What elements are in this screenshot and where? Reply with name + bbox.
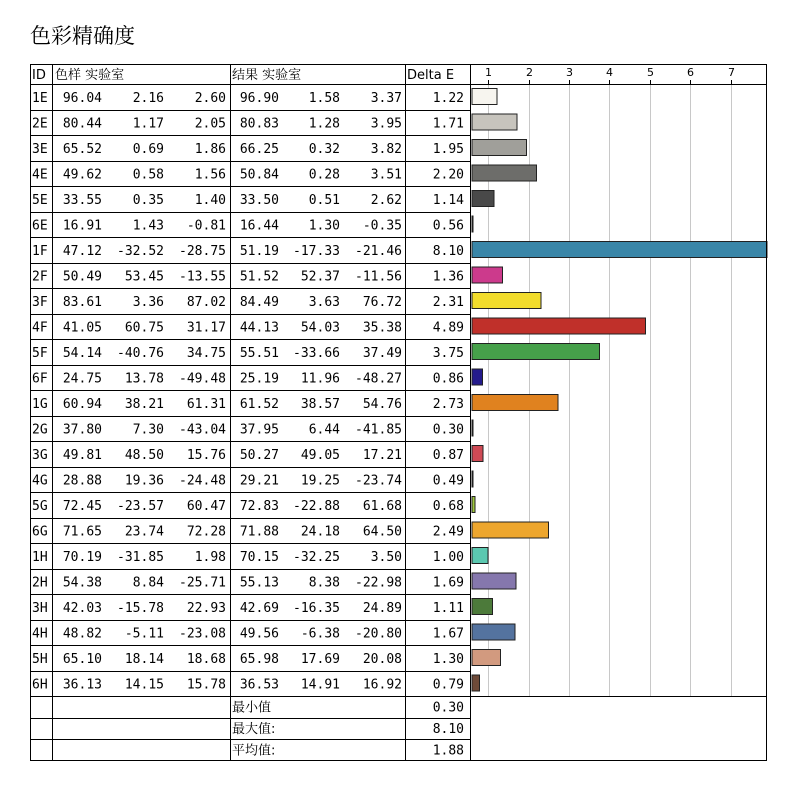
x-tick-label: 6 bbox=[687, 66, 694, 79]
row-id: 5E bbox=[32, 193, 48, 208]
row-id: 3H bbox=[32, 601, 48, 616]
delta-e-value: 0.87 bbox=[432, 448, 464, 463]
result-value: 17.69 bbox=[300, 652, 340, 667]
bar-4h bbox=[472, 624, 515, 640]
sample-value: 38.21 bbox=[124, 397, 164, 412]
row-id: 3G bbox=[32, 448, 48, 463]
sample-value: 15.78 bbox=[186, 677, 226, 693]
header-id: ID bbox=[32, 68, 46, 83]
delta-e-value: 1.00 bbox=[432, 550, 464, 565]
x-tick-label: 1 bbox=[485, 66, 492, 79]
sample-value: 14.15 bbox=[124, 677, 164, 693]
table-row bbox=[32, 117, 464, 132]
delta-e-value: 1.11 bbox=[432, 601, 464, 616]
result-value: 42.69 bbox=[239, 601, 279, 616]
result-value: -21.46 bbox=[355, 244, 402, 259]
x-axis-ticks bbox=[485, 66, 735, 84]
result-value: 54.76 bbox=[362, 397, 402, 412]
sample-value: 16.91 bbox=[62, 218, 102, 234]
table-row bbox=[32, 423, 464, 438]
result-value: -48.27 bbox=[355, 371, 402, 387]
result-value: 66.25 bbox=[239, 142, 279, 157]
result-value: 33.50 bbox=[239, 193, 279, 208]
header-result-lab: 结果 实验室 bbox=[232, 68, 302, 83]
delta-e-value: 3.75 bbox=[432, 346, 464, 361]
sample-value: 1.98 bbox=[194, 550, 226, 565]
result-value: 8.38 bbox=[308, 575, 340, 591]
result-value: 3.82 bbox=[370, 142, 402, 157]
result-value: 70.15 bbox=[239, 550, 279, 565]
row-id: 3E bbox=[32, 142, 48, 157]
bar-4g bbox=[472, 471, 473, 487]
result-value: -22.98 bbox=[355, 575, 402, 591]
row-id: 2F bbox=[32, 269, 48, 285]
table-row bbox=[32, 627, 464, 642]
result-value: 36.53 bbox=[239, 677, 279, 693]
row-id: 1F bbox=[32, 244, 48, 259]
x-tick-label: 5 bbox=[647, 66, 654, 79]
sample-value: 18.68 bbox=[186, 652, 226, 667]
sample-value: 0.35 bbox=[132, 193, 164, 208]
sample-value: -31.85 bbox=[117, 550, 164, 565]
sample-value: 53.45 bbox=[124, 269, 164, 285]
row-id: 6G bbox=[32, 524, 48, 540]
delta-e-value: 4.89 bbox=[432, 320, 464, 336]
delta-e-report bbox=[30, 64, 770, 772]
table-row bbox=[32, 601, 464, 616]
result-value: 55.51 bbox=[239, 346, 279, 361]
sample-value: 31.17 bbox=[186, 320, 226, 336]
delta-e-value: 0.56 bbox=[432, 218, 464, 234]
bar-5e bbox=[472, 191, 494, 207]
x-tick-label: 3 bbox=[566, 66, 573, 79]
sample-value: 18.14 bbox=[124, 652, 164, 667]
row-id: 2E bbox=[32, 116, 48, 132]
sample-value: 24.75 bbox=[62, 371, 102, 387]
sample-value: 19.36 bbox=[124, 473, 164, 489]
result-value: 51.19 bbox=[239, 244, 279, 259]
sample-value: -24.48 bbox=[179, 473, 226, 489]
result-value: 25.19 bbox=[239, 371, 279, 387]
header-delta-e: Delta E bbox=[407, 68, 455, 83]
row-id: 6H bbox=[32, 677, 48, 693]
table-row bbox=[32, 499, 464, 514]
row-id: 6E bbox=[32, 218, 48, 234]
sample-value: -25.71 bbox=[179, 575, 226, 591]
sample-value: -23.08 bbox=[179, 626, 226, 642]
sample-value: 54.38 bbox=[62, 575, 102, 591]
row-id: 5H bbox=[32, 652, 48, 667]
delta-e-value: 0.86 bbox=[432, 371, 464, 387]
sample-value: -13.55 bbox=[179, 269, 226, 285]
sample-value: 1.56 bbox=[194, 167, 226, 183]
result-value: 17.21 bbox=[362, 448, 402, 463]
result-value: 3.63 bbox=[308, 295, 340, 310]
summary-row bbox=[232, 700, 464, 716]
table-rows bbox=[32, 91, 464, 693]
table-row bbox=[32, 474, 464, 489]
sample-value: 37.80 bbox=[62, 422, 102, 438]
sample-value: 60.47 bbox=[186, 499, 226, 514]
sample-value: 8.84 bbox=[132, 575, 164, 591]
sample-value: -43.04 bbox=[179, 422, 226, 438]
sample-value: 1.86 bbox=[194, 142, 226, 157]
table-row bbox=[32, 219, 464, 234]
result-value: -22.88 bbox=[293, 499, 340, 514]
sample-value: 41.05 bbox=[62, 320, 102, 336]
result-value: 0.28 bbox=[308, 167, 340, 183]
result-value: 3.51 bbox=[370, 167, 402, 183]
sample-value: 1.40 bbox=[194, 193, 226, 208]
sample-value: 71.65 bbox=[62, 524, 102, 540]
result-value: 61.68 bbox=[362, 499, 402, 514]
result-value: 44.13 bbox=[239, 320, 279, 336]
bar-4f bbox=[472, 318, 645, 334]
result-value: 65.98 bbox=[239, 652, 279, 667]
table-header bbox=[32, 67, 454, 83]
sample-value: 2.60 bbox=[194, 91, 226, 106]
table-row bbox=[32, 168, 464, 183]
sample-value: -23.57 bbox=[117, 499, 164, 514]
sample-value: 48.82 bbox=[62, 626, 102, 642]
bar-2e bbox=[472, 114, 517, 130]
delta-e-value: 8.10 bbox=[432, 244, 464, 259]
row-id: 5G bbox=[32, 499, 48, 514]
sample-value: 49.62 bbox=[62, 167, 102, 183]
sample-value: 34.75 bbox=[186, 346, 226, 361]
result-value: 24.89 bbox=[362, 601, 402, 616]
result-value: 1.28 bbox=[308, 116, 340, 132]
sample-value: 0.58 bbox=[132, 167, 164, 183]
result-value: -6.38 bbox=[300, 626, 340, 642]
table-row bbox=[32, 372, 464, 387]
delta-e-value: 1.67 bbox=[432, 626, 464, 642]
sample-value: 28.88 bbox=[62, 473, 102, 489]
table-row bbox=[32, 448, 464, 463]
result-value: 71.88 bbox=[239, 524, 279, 540]
sample-value: 60.94 bbox=[62, 397, 102, 412]
result-value: 72.83 bbox=[239, 499, 279, 514]
result-value: -11.56 bbox=[355, 269, 402, 285]
sample-value: 72.45 bbox=[62, 499, 102, 514]
result-value: 19.25 bbox=[300, 473, 340, 489]
result-value: 64.50 bbox=[362, 524, 402, 540]
result-value: 50.27 bbox=[239, 448, 279, 463]
bar-2f bbox=[472, 267, 503, 283]
result-value: 20.08 bbox=[362, 652, 402, 667]
sample-value: 0.69 bbox=[132, 142, 164, 157]
row-id: 5F bbox=[32, 346, 48, 361]
table-row bbox=[32, 91, 464, 106]
sample-value: 3.36 bbox=[132, 295, 164, 310]
bar-3h bbox=[472, 599, 493, 615]
sample-value: 15.76 bbox=[186, 448, 226, 463]
row-id: 6F bbox=[32, 371, 48, 387]
sample-value: 49.81 bbox=[62, 448, 102, 463]
summary-value: 0.30 bbox=[432, 700, 464, 716]
x-tick-label: 7 bbox=[728, 66, 735, 79]
sample-value: 42.03 bbox=[62, 601, 102, 616]
result-value: -32.25 bbox=[293, 550, 340, 565]
delta-e-value: 0.49 bbox=[432, 473, 464, 489]
result-value: 50.84 bbox=[239, 167, 279, 183]
result-value: 84.49 bbox=[239, 295, 279, 310]
bar-5h bbox=[472, 650, 500, 666]
table-row bbox=[32, 525, 464, 540]
table-row bbox=[32, 397, 464, 412]
delta-e-value: 1.30 bbox=[432, 652, 464, 667]
sample-value: -28.75 bbox=[179, 244, 226, 259]
row-id: 1E bbox=[32, 91, 48, 106]
result-value: 3.95 bbox=[370, 116, 402, 132]
x-tick-label: 2 bbox=[526, 66, 533, 79]
row-id: 4G bbox=[32, 473, 48, 489]
delta-e-value: 0.79 bbox=[432, 677, 464, 693]
row-id: 4H bbox=[32, 626, 48, 642]
delta-e-bars bbox=[472, 89, 767, 692]
result-value: 96.90 bbox=[239, 91, 279, 106]
bar-1h bbox=[472, 548, 488, 564]
summary-label: 最大值: bbox=[232, 722, 276, 737]
sample-value: 72.28 bbox=[186, 524, 226, 540]
result-value: -23.74 bbox=[355, 473, 402, 489]
table-row bbox=[32, 321, 464, 336]
delta-e-value: 0.30 bbox=[432, 422, 464, 438]
x-tick-label: 4 bbox=[606, 66, 613, 79]
bar-2g bbox=[472, 420, 473, 436]
result-value: 61.52 bbox=[239, 397, 279, 412]
delta-e-value: 1.95 bbox=[432, 142, 464, 157]
row-id: 2H bbox=[32, 575, 48, 591]
bar-5g bbox=[472, 497, 475, 513]
table-row bbox=[32, 244, 464, 259]
sample-value: -15.78 bbox=[117, 601, 164, 616]
sample-value: 60.75 bbox=[124, 320, 164, 336]
result-value: 0.51 bbox=[308, 193, 340, 208]
table-row bbox=[32, 295, 464, 310]
sample-value: 87.02 bbox=[186, 295, 226, 310]
result-value: 3.50 bbox=[370, 550, 402, 565]
sample-value: 47.12 bbox=[62, 244, 102, 259]
result-value: 3.37 bbox=[370, 91, 402, 106]
result-value: 24.18 bbox=[300, 524, 340, 540]
header-sample-lab: 色样 实验室 bbox=[55, 68, 125, 83]
sample-value: 1.43 bbox=[132, 218, 164, 234]
bar-3f bbox=[472, 293, 541, 309]
result-value: -0.35 bbox=[362, 218, 402, 234]
delta-e-value: 2.73 bbox=[432, 397, 464, 412]
delta-e-value: 2.20 bbox=[432, 167, 464, 183]
summary-label: 最小值 bbox=[232, 700, 272, 716]
result-value: 55.13 bbox=[239, 575, 279, 591]
sample-value: 54.14 bbox=[62, 346, 102, 361]
row-id: 1G bbox=[32, 397, 48, 412]
bar-6e bbox=[472, 216, 473, 232]
result-value: 54.03 bbox=[300, 320, 340, 336]
row-id: 4F bbox=[32, 320, 48, 336]
sample-value: -0.81 bbox=[186, 218, 226, 234]
row-id: 4E bbox=[32, 167, 48, 183]
delta-e-value: 1.71 bbox=[432, 116, 464, 132]
table-row bbox=[32, 678, 464, 693]
row-id: 3F bbox=[32, 295, 48, 310]
sample-value: -5.11 bbox=[124, 626, 164, 642]
delta-e-value: 2.49 bbox=[432, 524, 464, 540]
result-value: 49.05 bbox=[300, 448, 340, 463]
result-value: 2.62 bbox=[370, 193, 402, 208]
sample-value: 7.30 bbox=[132, 422, 164, 438]
sample-value: 61.31 bbox=[186, 397, 226, 412]
table-row bbox=[32, 652, 464, 667]
result-value: -17.33 bbox=[293, 244, 340, 259]
bar-1e bbox=[472, 89, 497, 105]
row-id: 1H bbox=[32, 550, 48, 565]
summary-value: 1.88 bbox=[432, 743, 464, 759]
sample-value: 65.52 bbox=[62, 142, 102, 157]
bar-5f bbox=[472, 344, 599, 360]
sample-value: 50.49 bbox=[62, 269, 102, 285]
result-value: 16.92 bbox=[362, 677, 402, 693]
result-value: 1.58 bbox=[308, 91, 340, 106]
table-row bbox=[32, 142, 464, 157]
bar-2h bbox=[472, 573, 516, 589]
sample-value: 2.05 bbox=[194, 116, 226, 132]
result-value: 51.52 bbox=[239, 269, 279, 285]
result-value: -41.85 bbox=[355, 422, 402, 438]
row-id: 2G bbox=[32, 422, 48, 438]
sample-value: -32.52 bbox=[117, 244, 164, 259]
sample-value: 36.13 bbox=[62, 677, 102, 693]
table-row bbox=[32, 270, 464, 285]
summary-row bbox=[232, 743, 464, 759]
result-value: 16.44 bbox=[239, 218, 279, 234]
bar-6h bbox=[472, 675, 480, 691]
bar-1g bbox=[472, 395, 558, 411]
sample-value: 70.19 bbox=[62, 550, 102, 565]
bar-6f bbox=[472, 369, 483, 385]
table-row bbox=[32, 550, 464, 565]
sample-value: -40.76 bbox=[117, 346, 164, 361]
delta-e-value: 1.36 bbox=[432, 269, 464, 285]
sample-value: 2.16 bbox=[132, 91, 164, 106]
result-value: -16.35 bbox=[293, 601, 340, 616]
sample-value: 48.50 bbox=[124, 448, 164, 463]
result-value: 14.91 bbox=[300, 677, 340, 693]
result-value: 11.96 bbox=[300, 371, 340, 387]
summary-label: 平均值: bbox=[232, 743, 276, 759]
delta-e-value: 2.31 bbox=[432, 295, 464, 310]
table-row bbox=[32, 576, 464, 591]
result-value: 49.56 bbox=[239, 626, 279, 642]
sample-value: 33.55 bbox=[62, 193, 102, 208]
result-value: 80.83 bbox=[239, 116, 279, 132]
bar-4e bbox=[472, 165, 537, 181]
summary-row bbox=[232, 721, 464, 737]
result-value: 52.37 bbox=[300, 269, 340, 285]
bar-6g bbox=[472, 522, 548, 538]
sample-value: 83.61 bbox=[62, 295, 102, 310]
delta-e-value: 1.14 bbox=[432, 193, 464, 208]
sample-value: -49.48 bbox=[179, 371, 226, 387]
result-value: 37.49 bbox=[362, 346, 402, 361]
sample-value: 65.10 bbox=[62, 652, 102, 667]
bar-3g bbox=[472, 446, 483, 462]
bar-1f bbox=[472, 242, 767, 258]
result-value: 0.32 bbox=[308, 142, 340, 157]
result-value: -33.66 bbox=[293, 346, 340, 361]
result-value: 6.44 bbox=[308, 422, 340, 438]
result-value: 1.30 bbox=[308, 218, 340, 234]
summary-value: 8.10 bbox=[432, 722, 464, 737]
summary-rows bbox=[232, 700, 464, 759]
result-value: 37.95 bbox=[239, 422, 279, 438]
sample-value: 80.44 bbox=[62, 116, 102, 132]
result-value: 38.57 bbox=[300, 397, 340, 412]
delta-e-value: 1.22 bbox=[432, 91, 464, 106]
delta-e-value: 1.69 bbox=[432, 575, 464, 591]
delta-e-value: 0.68 bbox=[432, 499, 464, 514]
sample-value: 96.04 bbox=[62, 91, 102, 106]
sample-value: 1.17 bbox=[132, 116, 164, 132]
table-row bbox=[32, 193, 464, 208]
result-value: 76.72 bbox=[362, 295, 402, 310]
result-value: -20.80 bbox=[355, 626, 402, 642]
result-value: 29.21 bbox=[239, 473, 279, 489]
bar-3e bbox=[472, 140, 527, 156]
table-row bbox=[32, 346, 464, 361]
result-value: 35.38 bbox=[362, 320, 402, 336]
sample-value: 22.93 bbox=[186, 601, 226, 616]
sample-value: 23.74 bbox=[124, 524, 164, 540]
page-title: 色彩精确度 bbox=[30, 24, 135, 48]
sample-value: 13.78 bbox=[124, 371, 164, 387]
